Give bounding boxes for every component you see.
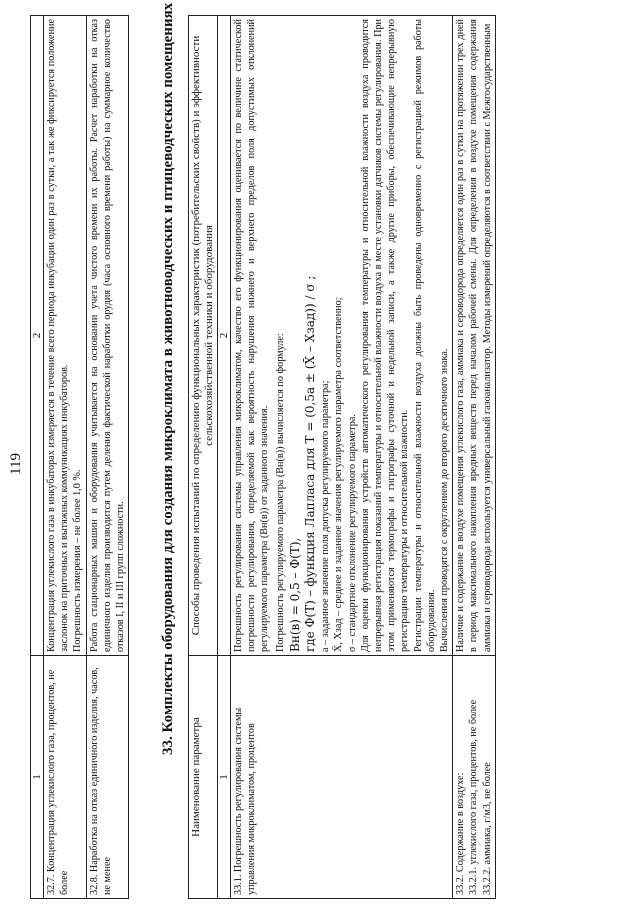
method-text: Погрешность регулирования системы управления микроклиматом, качество его функционирования оценивается по величине статической погрешности регулирования, определяемой как вероятность нарушения нижнего и верхнего пределов поля допустимых отклонений регулируемого параметра (Bн(в)) от заданного значения. — [233, 19, 271, 652]
col-number-1: 1 — [218, 656, 231, 899]
method-cell — [44, 16, 87, 656]
table-row — [231, 16, 453, 899]
table-row — [44, 16, 87, 899]
param-text: 33.2.1. углекислого газа, процентов, не более — [468, 699, 480, 895]
table-equipment — [188, 15, 496, 899]
method-text: Работа стационарных машин и оборудования учитывается на основании учета чистого времени их работы. Расчет наработки на отказ единичного изделия производится путем деления фактической наработки орудия (часа основного времени работы) на суммарное количество отказов I, II и III групп сложности. — [88, 19, 127, 652]
header-param: Наименование параметра — [189, 656, 218, 899]
section-title: 33. Комплекты оборудования для создания микроклимата в животноводческих и птицеводческих помещениях — [160, 2, 176, 755]
method-cell — [453, 16, 496, 656]
method-text: σ – стандартное отклонение регулируемого параметра. — [346, 414, 358, 652]
col-number-2: 2 — [31, 16, 44, 656]
param-cell — [453, 656, 496, 899]
method-text: Для оценки функционирования устройств автоматического регулирования температуры и относительной влажности воздуха проводится непрерывная регистрация показаний температуры и относительной влажности воздуха в месте установки датчиков системы регулирования. При этом применяются термографы и гигрографы суточной и недельной записи, а также другие приборы, обеспечивающие непрерывную регистрацию температуры и относительной влажности. — [359, 19, 411, 652]
method-text: Регистрации температуры и относительной влажности воздуха должны быть проведены одновременно с регистрацией режимов работы оборудования. — [412, 19, 437, 652]
page-number: 119 — [8, 453, 24, 475]
method-text: Наличие и содержание в воздухе помещения углекислого газа, аммиака и сероводорода определяется один раз в сутки на протяжении трех дней в период максимального накопления вредных веществ перед началом рабочей смены. Для определения в воздухе помещения содержания аммиака и сероводорода используется универсальный газоанализатор. Методы измерений определяются в соответствии с Межгосударственным — [455, 19, 493, 652]
method-cell — [86, 16, 129, 656]
param-text: 33.2.2. аммиака, г/м3, не более — [481, 762, 493, 895]
method-text: X̄, Xзад – среднее и заданное значения регулируемого параметра соответственно; — [333, 297, 345, 652]
method-text: Вычисления проводятся с округлением до второго десятичного знака. — [439, 348, 451, 652]
table-row — [453, 16, 496, 899]
param-cell: 32.8. Наработка на отказ единичного изделия, часов, не менее — [86, 656, 129, 899]
param-cell: 33.1. Погрешность регулирования системы управления микроклиматом, процентов — [231, 656, 453, 899]
method-text: a – заданное значение поля допуска регулируемого параметра; — [320, 380, 332, 652]
method-text: Погрешность измерения – не более 1,0 %. — [72, 469, 84, 652]
param-text: 33.2. Содержание в воздухе: — [455, 772, 467, 895]
col-number-1: 1 — [31, 656, 44, 899]
param-cell: 32.7. Концентрация углекислого газа, процентов, не более — [44, 656, 87, 899]
method-text: Концентрация углекислого газа в инкубаторах измеряется в течение всего периода инкубации один раз в сутки, а так же фиксируется положение заслонок на приточных и вытяжных коммуникациях инкубаторов. — [46, 19, 71, 652]
method-text: Погрешность регулируемого параметра (Bн(в)) вычисляется по формуле: — [274, 333, 286, 652]
table-continued — [30, 15, 129, 899]
col-number-2: 2 — [218, 16, 231, 656]
method-cell — [231, 16, 453, 656]
formula: где Φ(T) – функция Лапласа для T = (0,5a ± (X̄ – Xзад)) / σ ; — [303, 275, 318, 652]
formula: Bн(в) = 0,5 – Φ(T), — [287, 537, 302, 652]
table-row — [86, 16, 129, 899]
header-method: Способы проведения испытаний по определению функциональных характеристик (потребительских свойств) и эффективности сельскохозяйственной техники и оборудования — [189, 16, 218, 656]
